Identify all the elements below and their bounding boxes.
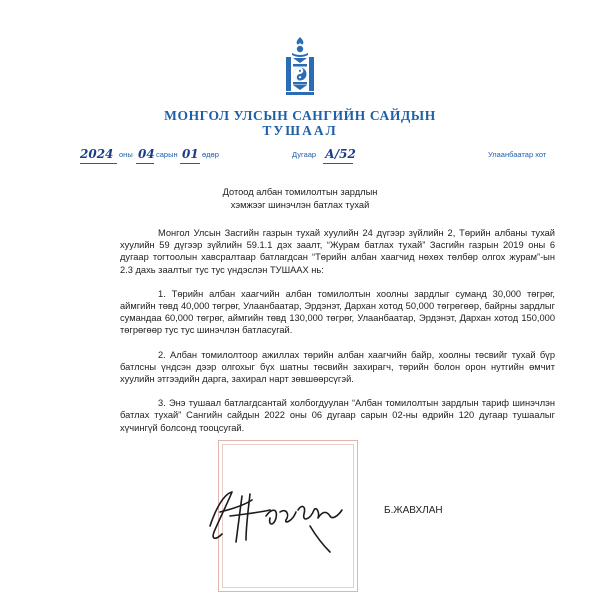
number-label: Дугаар [292, 150, 317, 159]
signer-name: Б.ЖАВХЛАН [384, 505, 443, 516]
subject [190, 186, 410, 212]
date-day: 01 [182, 147, 199, 161]
document-number: А/52 [325, 147, 356, 161]
date-month-suffix: сарын [156, 150, 178, 159]
item-2-paragraph: 2. Албан томилолтоор ажиллах төрийн албан хаагчийн байр, хоолны төсвийг тухай бүр батлсны үндсэн дээр олгохыг бүх шатны төсвийн захирагч, төрийн болон орон нутгийн өмчит хуулийн этгээдийн дарга, захирал нарт зөвшөөрсүгэй. [120, 349, 555, 385]
soyombo-emblem-icon [283, 36, 317, 102]
item-3-paragraph: 3. Энэ тушаал батлагдсантай холбогдуулан “Албан томилолтын зардлын тариф шинэчлэн батлах тухай” Сангийн сайдын 2022 оны 06 дугаар сарын 02-ны өдрийн 120 дугаар тушаалыг хүчингүй болсонд тооцсугай. [120, 398, 555, 433]
ministry-title: МОНГОЛ УЛСЫН САНГИЙН САЙДЫН [164, 108, 436, 123]
city-label: Улаанбаатар хот [488, 150, 547, 159]
subject-line-1: Дотоод албан томилолтын зардлын [222, 187, 378, 197]
item-1-paragraph: 1. Төрийн албан хаагчийн албан томилолтын хоолны зардлыг суманд 30,000 төгрөг, аймгийн төвд 40,000 төгрөг, Улаанбаатар, Эрдэнэт, Дархан хотод 50,000 төгрөгөөр, байрны зардлыг сумандаа 60,000 төгрөг, аймгийн төвд 130,000 төгрөг, Улаанбаатар, Эрдэнэт, Дархан хотод 150,000 төгрөгөөр тус тус шинэчлэн батласугай. [120, 288, 555, 336]
subject-line-2: хэмжээг шинэчлэн батлах тухай [230, 200, 370, 210]
date-day-suffix: өдөр [202, 150, 219, 159]
date-line [80, 147, 555, 168]
date-month: 04 [138, 147, 155, 161]
document-body [120, 227, 555, 446]
date-year: 2024 [80, 147, 114, 161]
document-type: ТУШААЛ [262, 123, 338, 138]
handwritten-signature [206, 482, 366, 554]
date-year-suffix: оны [119, 150, 133, 159]
intro-paragraph: Монгол Улсын Засгийн газрын тухай хуулийн 24 дүгээр зүйлийн 2, Төрийн албаны тухай хуулийн 59 дүгээр зүйлийн 59.1.1 дэх заалт, “Журам батлах тухай” Засгийн газрын 2019 оны 6 дугаар тогтоолын хавсралтаар батлагдсан “Төрийн албан хаагчид нөхөх төлбөр олгох журам”-ын 2.3 дахь заалтыг тус тус үндэслэн ТУШААХ нь: [120, 228, 555, 275]
